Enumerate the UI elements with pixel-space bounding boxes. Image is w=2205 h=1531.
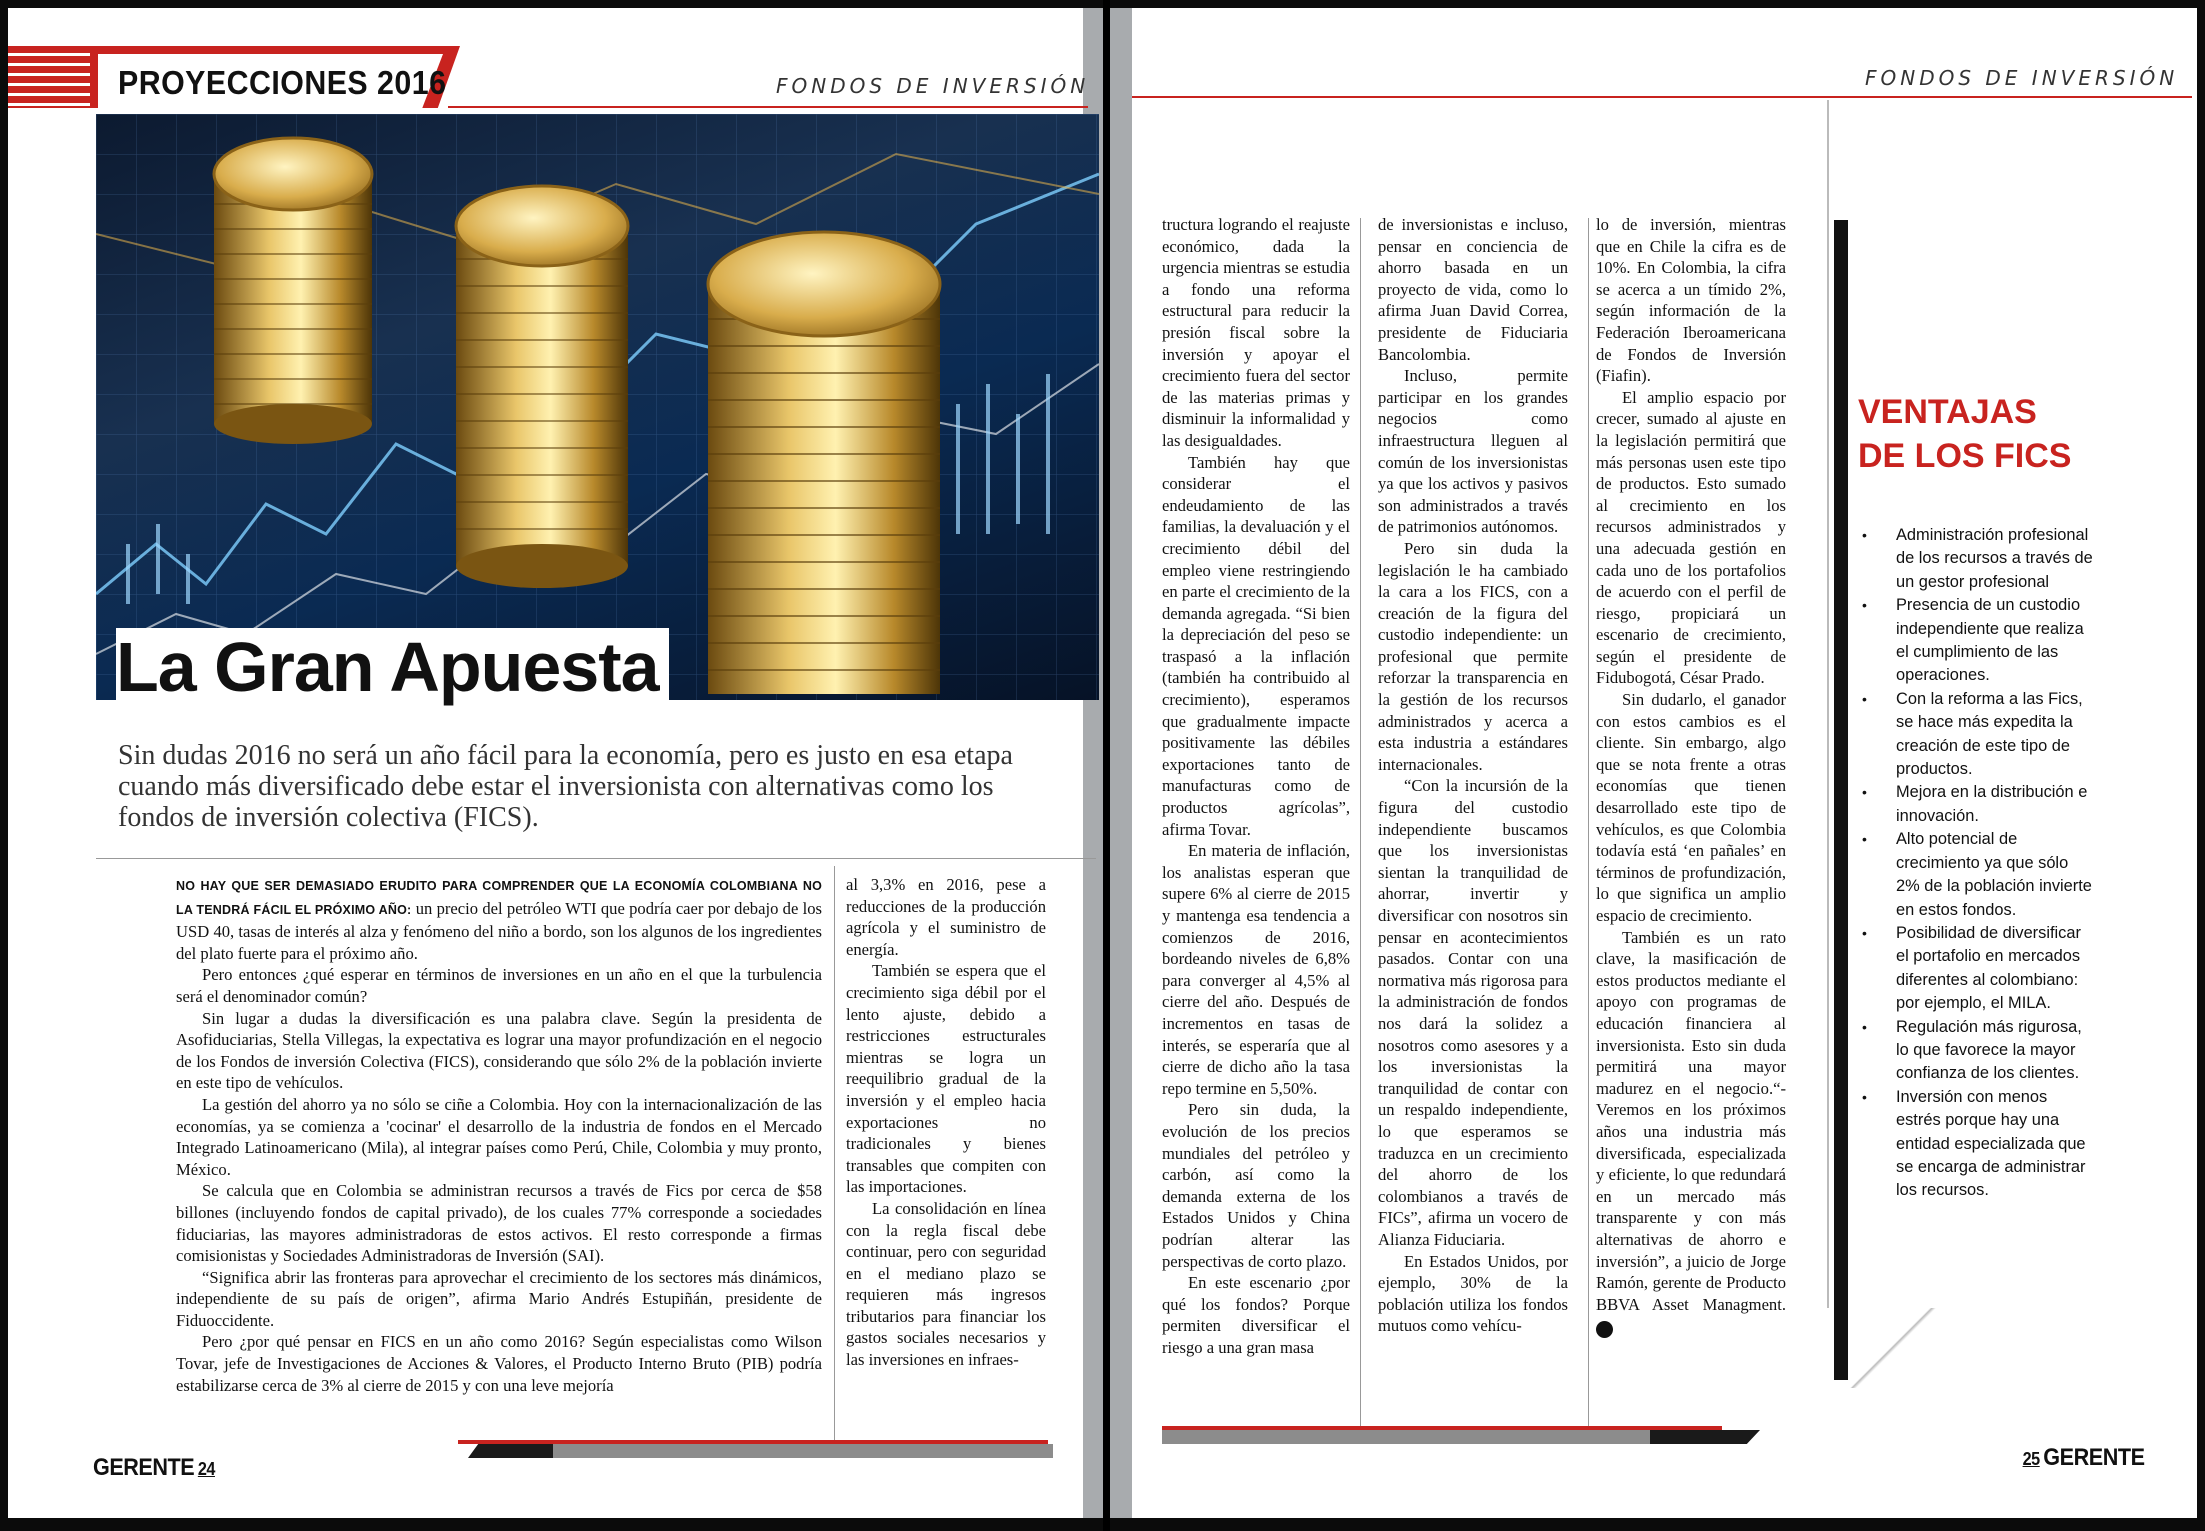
coins-chart-illustration [96, 114, 1099, 700]
footer-bar [468, 1444, 553, 1458]
sidebar-list [1862, 524, 2094, 1203]
running-head: FONDOS DE INVERSIÓN [776, 74, 1090, 98]
paragraph: Pero entonces ¿qué esperar en términos de inversiones en un año en el que la turbulencia será el denominador común? [176, 965, 822, 1006]
folio [2019, 1444, 2145, 1472]
header-rule [448, 106, 1088, 108]
paragraph: Pero ¿por qué pensar en FICS en un año como 2016? Según especialistas como Wilson Tovar, jefe de Investigaciones de Acciones & Valores, el Producto Interno Bruto (PIB) podría estabilizarse cerca de 3% al cierre de 2015 y con una leve mejoría [176, 1332, 822, 1395]
folio [93, 1454, 219, 1482]
article-column-1 [176, 874, 822, 1396]
lead-rest: un precio del petróleo WTI que podría caer por debajo de los USD 40, tasas de interés al alza y fenómeno del niño a bordo, son los algunos de los ingredientes del plato fuerte para el próximo año. [176, 898, 822, 963]
paragraph: lo de inversión, mientras que en Chile la cifra es de 10%. En Colombia, la cifra se acerca a un tímido 2%, según información de la Federación Iberoamericana de Fondos de Inversión (Fiafin). [1596, 215, 1786, 386]
sidebar-accent-bar [1834, 220, 1848, 1380]
paragraph: También se espera que el crecimiento siga débil por el lento ajuste, debido a restricciones estructurales mientras se logra un reequilibrio gradual de la inversión y el empleo hacia exportaciones no tradicionales y bienes transables que compiten con las importaciones. [846, 961, 1046, 1197]
deck-paragraph: Sin dudas 2016 no será un año fácil para la economía, pero es justo en esa etapa cuando más diversificado debe estar el inversionista con alternativas como los fondos de inversión colectiva (FICS). [118, 740, 1013, 833]
list-item: • Posibilidad de diversificar el portafolio en mercados diferentes al colombiano: por ejemplo, el MILA. [1862, 922, 2094, 1016]
running-head: FONDOS DE INVERSIÓN [1865, 66, 2179, 90]
paragraph: La consolidación en línea con la regla fiscal debe continuar, pero con seguridad en el mediano plazo se requieren más ingresos tributarios para financiar los gastos sociales necesarios y las inversiones en infraes- [846, 1198, 1046, 1370]
list-item: • Alto potencial de crecimiento ya que sólo 2% de la población invierte en estos fondos. [1862, 828, 2094, 922]
paragraph: “Con la incursión de la figura del custodio independiente buscamos que los inversionistas sientan la tranquilidad de ahorrar, invertir y diversificar con nosotros sin pensar en acontecimientos pasados. Contar con una normativa más rigorosa para la administración de fondos nos dará la solidez a nosotros como asesores y a los inversionistas la tranquilidad de contar con un respaldo independiente, lo que esperamos se traduzca en un crecimiento del ahorro de los colombianos a través de FICs”, afirma un vocero de Alianza Fiduciaria. [1378, 776, 1568, 1249]
footer-brand: GERENTE [92, 1454, 195, 1481]
hero-image [96, 114, 1099, 700]
paragraph: Sin dudarlo, el ganador con estos cambios es el cliente. Sin embargo, algo que se nota frente a otras economías que tienen desarrollado este tipo de vehículos, es que Colombia todavía está ‘en pañales’ en términos de profundización, lo que significa un amplio espacio de crecimiento. [1596, 690, 1786, 925]
list-item: • Mejora en la distribución e innovación. [1862, 781, 2094, 828]
paragraph: “Significa abrir las fronteras para aprovechar el crecimiento de los sectores más dinámicos, independiente de su país de origen”, afirma Mario Andrés Estupiñán, presidente de Fiduoccidente. [176, 1267, 822, 1330]
list-item: • Con la reforma a las Fics, se hace más expedita la creación de este tipo de productos. [1862, 688, 2094, 782]
paragraph: de inversionistas e incluso, pensar en conciencia de ahorro basada en un proyecto de vida, como lo afirma Juan David Correa, presidente de Fiduciaria Bancolombia. [1378, 215, 1568, 364]
left-page [8, 8, 1103, 1518]
list-item: • Regulación más rigurosa, lo que favorece la mayor confianza de los clientes. [1862, 1016, 2094, 1086]
headline: La Gran Apuesta [116, 628, 669, 702]
sidebar-title-line1: VENTAJAS [1858, 393, 2037, 431]
lead-paragraph [176, 874, 822, 964]
page-number: 25 [2022, 1449, 2040, 1469]
paragraph: Pero sin duda la legislación le ha cambiado la cara a los FICS, con a creación de la figura del custodio independiente: un profesional que permite reforzar la transparencia en la gestión de los recursos administrados y acerca a esta industria a estándares internacionales. [1378, 538, 1568, 774]
spine [1103, 0, 1110, 1531]
section-rule [96, 858, 1096, 859]
list-item: • Inversión con menos estrés porque hay una entidad especializada que se encarga de administrar los recursos. [1862, 1086, 2094, 1203]
paragraph: La gestión del ahorro ya no sólo se ciñe a Colombia. Hoy con la internacionalización de las economías, ya se comienza a 'cocinar' el desarrollo de la industria de fondos en el Mercado Integrado Latinoamericano (Mila), al integrar países como Perú, Chile, Colombia y muy pronto, México. [176, 1094, 822, 1179]
end-mark-icon: G [1596, 1321, 1613, 1338]
column-rule [1588, 218, 1589, 1428]
paragraph: Sin lugar a dudas la diversificación es una palabra clave. Según la presidenta de Asofiduciarias, Stella Villegas, la expectativa es lograr una mayor profundización en el negocio de los Fondos de inversión Colectiva (FICS), considerando que sólo 2% de la población invierte en este tipo de vehículos. [176, 1008, 822, 1093]
lead-caps: NO HAY QUE SER DEMASIADO ERUDITO PARA COMPRENDER QUE LA ECONOMÍA COLOMBIANA NO LA TENDRÁ FÁCIL EL PRÓXIMO AÑO: [176, 879, 822, 917]
paragraph: Pero sin duda, la evolución de los precios mundiales del petróleo y carbón, así como la demanda externa de los Estados Unidos y China podrían alterar las perspectivas de corto plazo. [1162, 1100, 1350, 1271]
article-column-3 [1596, 214, 1786, 1338]
sidebar-title [1858, 390, 2071, 478]
header-rule [1132, 96, 2192, 98]
paragraph: En Estados Unidos, por ejemplo, 30% de la población utiliza los fondos mutuos como vehícu- [1378, 1251, 1568, 1336]
column-rule [834, 866, 835, 1448]
column-rule [1360, 218, 1361, 1428]
paragraph: Incluso, permite participar en los grandes negocios como infraestructura lleguen al común de los inversionistas ya que los activos y pasivos son administrados a través de patrimonios autónomos. [1378, 366, 1568, 537]
article-column-2 [1378, 214, 1568, 1337]
paragraph: al 3,3% en 2016, pese a reducciones de la producción agrícola y el suministro de energía. [846, 875, 1046, 959]
article-column-2 [846, 874, 1046, 1371]
paragraph: En materia de inflación, los analistas esperan que supere 6% al cierre de 2015 y mantenga esa tendencia a comienzos de 2016, bordeando niveles de 6,8% para converger al 4,5% al cierre del año. Después de incrementos en tasas de interés, se esperaría que al cierre de dicho año la tasa repo termine en 5,50%. [1162, 841, 1350, 1098]
paragraph: También hay que considerar el endeudamiento de las familias, la devaluación y el crecimiento débil del empleo viene restringiendo en parte el crecimiento de la demanda agregada. “Si bien la depreciación del peso se traspasó a la inflación (también ha contribuido al crecimiento), esperamos que gradualmente impacte positivamente las débiles exportaciones tanto de manufacturas como de productos agrícolas”, afirma Tovar. [1162, 452, 1350, 839]
page-gutter-shade [1110, 8, 1132, 1518]
paragraph [1596, 927, 1786, 1339]
paragraph: Se calcula que en Colombia se administran recursos a través de Fics por cerca de $58 billones (incluyendo fondos de capital privado), de los cuales 77% corresponde a sociedades fiduciarias, las mayores administradoras de estos activos. El resto corresponde a firmas comisionistas y Sociedades Administradoras de Inversión (SAI). [176, 1181, 822, 1266]
paragraph: tructura logrando el reajuste económico, dada la urgencia mientras se estudia a fondo una reforma estructural para reducir la presión fiscal sobre la inversión y apoyar el crecimiento fuera del sector de las materias primas y disminuir la informalidad y las desigualdades. [1162, 215, 1350, 450]
list-item: • Presencia de un custodio independiente que realiza el cumplimiento de las operaciones. [1862, 594, 2094, 688]
paragraph: En este escenario ¿por qué los fondos? Porque permiten diversificar el riesgo a una gran masa [1162, 1273, 1350, 1357]
sidebar-title-line2: DE LOS FICS [1858, 437, 2072, 475]
paragraph: El amplio espacio por crecer, sumado al ajuste en la legislación permitirá que más personas usen este tipo de productos. Esto sumado al crecimiento en los recursos administrados y una adecuada gestión en cada uno de los portafolios de acuerdo con el perfil de riesgo, propiciará un escenario de crecimiento, según el presidente de Fidubogotá, César Prado. [1596, 387, 1786, 688]
page-number: 24 [197, 1459, 215, 1479]
footer-brand: GERENTE [2043, 1444, 2145, 1471]
section-label: PROYECCIONES 2016 [118, 64, 447, 101]
article-column-1 [1162, 214, 1350, 1358]
list-item: • Administración profesional de los recursos a través de un gestor profesional [1862, 524, 2094, 594]
sidebar-border [1827, 100, 1829, 1380]
closing-paragraph: También es un rato clave, la masificación de estos productos mediante el apoyo con programas de educación financiera al inversionista. Esto sin duda permitirá una mayor madurez en el negocio.“-Veremos en los próximos años una industria más diversificada, especializada y eficiente, lo que redundará en un mercado más transparente y con más alternativas de ahorro e inversión”, a juicio de Jorge Ramón, gerente de Producto BBVA Asset Managment. [1596, 927, 1786, 1314]
footer-bar [1650, 1430, 1760, 1444]
